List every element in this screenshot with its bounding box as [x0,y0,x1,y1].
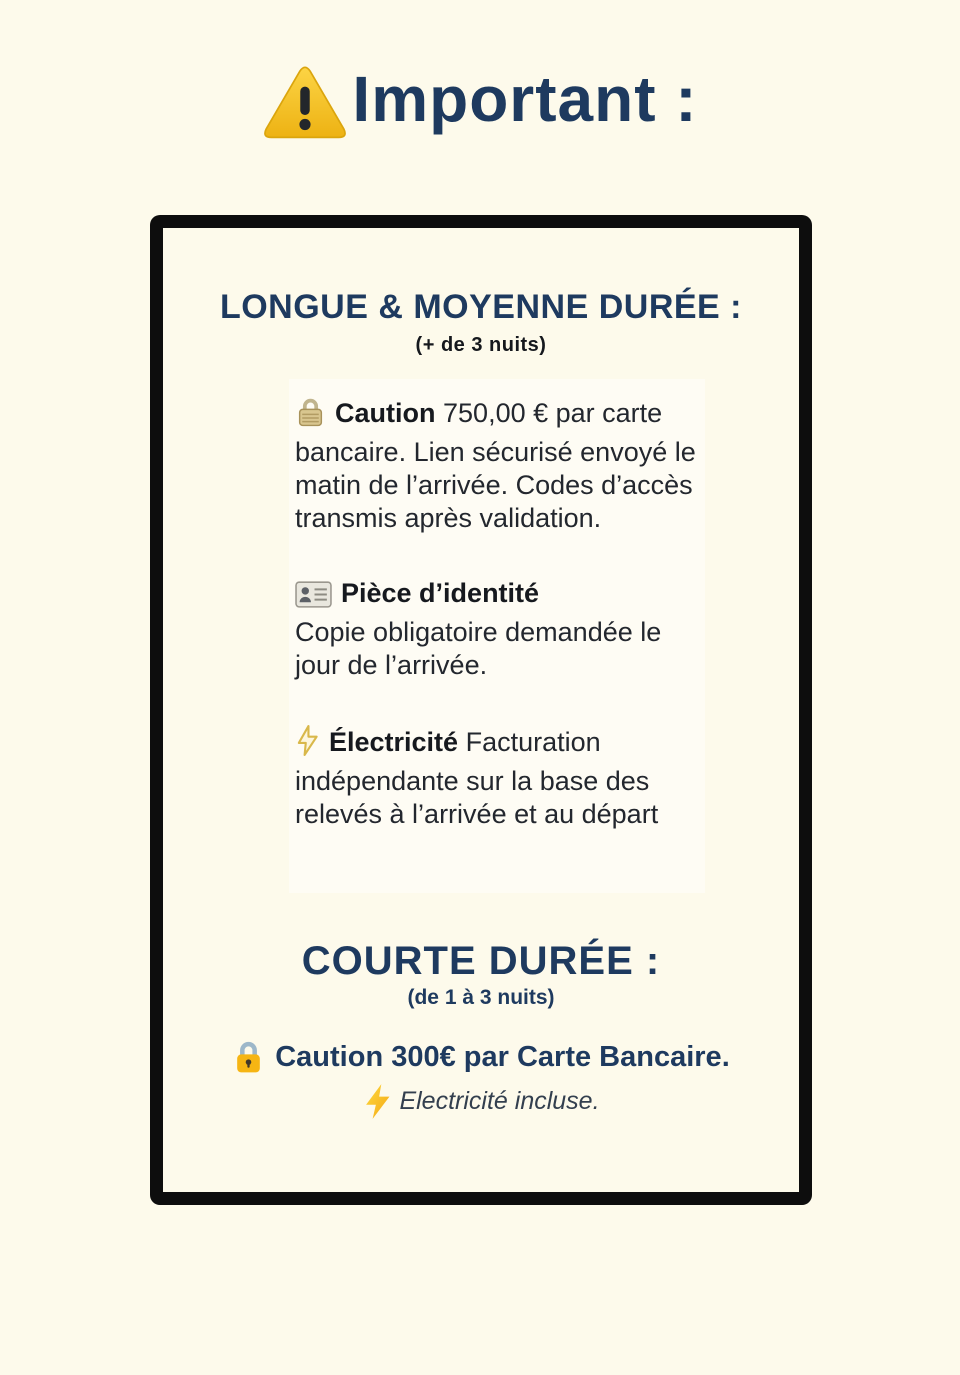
caution-text: 750,00 € par carte bancaire. Lien sécurisé envoyé le matin de l’arrivée. Codes d’accès transmis après validation. [295,398,696,533]
caution-item [295,397,701,535]
short-stay-heading: COURTE DURÉE : [301,939,661,983]
page-title [0,56,960,142]
identity-text: Copie obligatoire demandée le jour de l’arrivée. [295,617,662,680]
electricity-label: Électricité [329,727,459,757]
electricity-text: Facturation indépendante sur la base des relevés à l’arrivée et au départ [295,727,659,829]
short-stay-caution-line [163,1040,799,1075]
padlock-yellow-icon [232,1040,265,1075]
short-stay-electricity-line [163,1083,799,1120]
caution-label: Caution [335,398,436,428]
long-stay-subheading: (+ de 3 nuits) [415,334,547,356]
id-card-icon [295,581,332,616]
page-title-text: Important : [352,63,698,135]
identity-label: Pièce d’identité [341,578,540,608]
short-stay-subheading: (de 1 à 3 nuits) [407,986,555,1009]
long-stay-details [289,379,705,893]
short-stay-electricity-text: Electricité incluse. [399,1087,600,1115]
identity-item [295,577,701,682]
short-stay-caution-text: Caution 300€ par Carte Bancaire. [275,1041,730,1073]
lightning-filled-icon [362,1083,393,1120]
padlock-tan-icon [295,397,326,436]
info-card [150,215,812,1205]
lightning-outline-icon [295,724,320,765]
electricity-item [295,724,701,831]
warning-icon [262,64,348,142]
long-stay-heading: LONGUE & MOYENNE DURÉE : [219,288,743,326]
